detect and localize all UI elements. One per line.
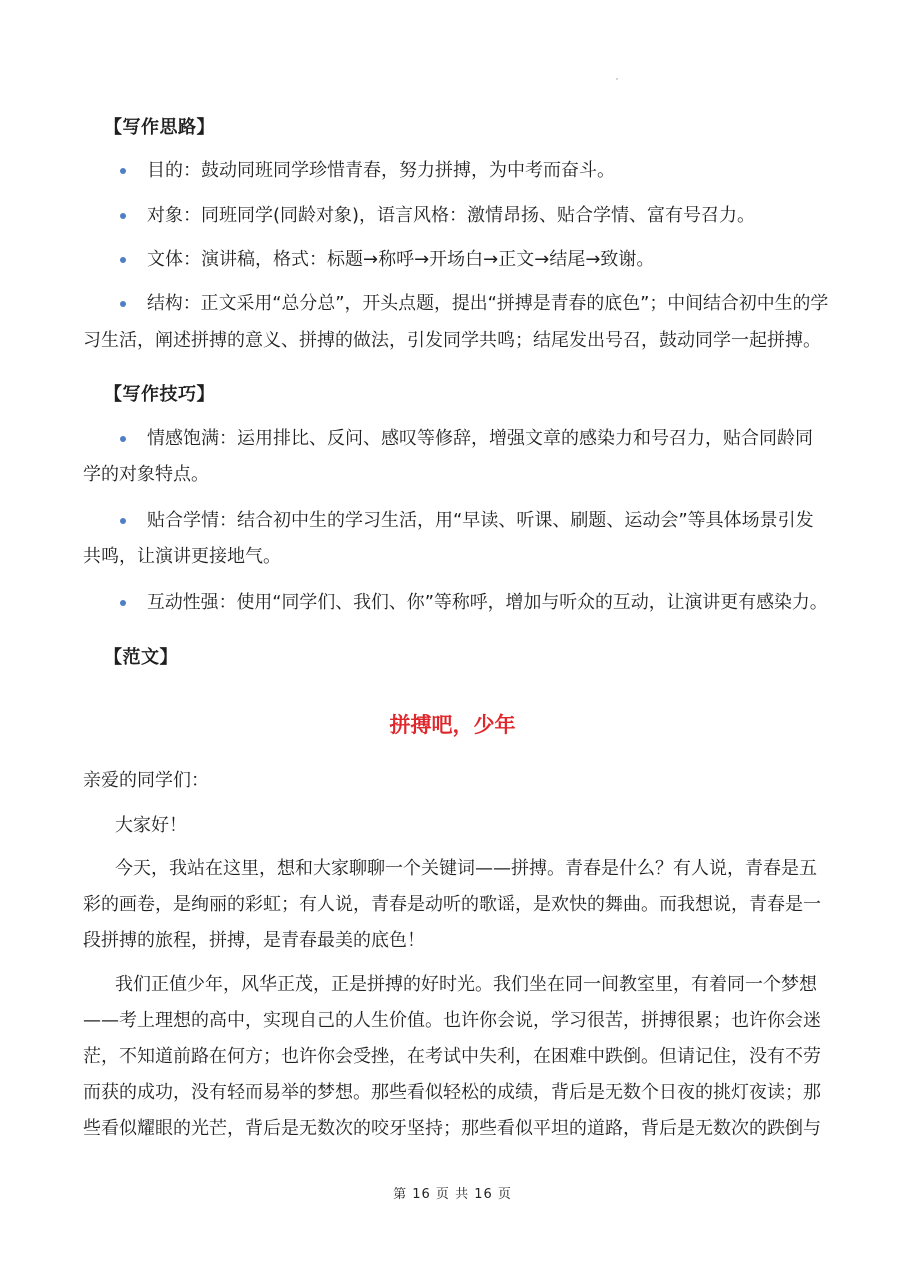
scan-dot	[616, 78, 618, 80]
thinking-item-audience: 对象：同班同学(同龄对象)，语言风格：激情昂扬、贴合学情、富有号召力。	[147, 205, 756, 226]
skills-item-context-line1: 贴合学情：结合初中生的学习生活，用“早读、听课、刷题、运动会”等具体场景引发	[147, 510, 814, 531]
bullet-icon	[120, 213, 126, 219]
skills-item-context-line2: 共鸣，让演讲更接地气。	[83, 546, 281, 567]
essay-paragraph-2-line3: 茫，不知道前路在何方；也许你会受挫，在考试中失利，在困难中跌倒。但请记住，没有不劳	[83, 1046, 821, 1067]
bullet-icon	[120, 518, 126, 524]
thinking-item-genre: 文体：演讲稿，格式：标题→称呼→开场白→正文→结尾→致谢。	[147, 249, 655, 270]
essay-paragraph-2-line1: 我们正值少年，风华正茂，正是拼搏的好时光。我们坐在同一间教室里，有着同一个梦想	[115, 974, 817, 995]
essay-title: 拼搏吧，少年	[389, 713, 516, 737]
skills-item-emotion-line1: 情感饱满：运用排比、反问、感叹等修辞，增强文章的感染力和号召力，贴合同龄同	[147, 428, 813, 449]
essay-paragraph-2-line5: 些看似耀眼的光芒，背后是无数次的咬牙坚持；那些看似平坦的道路，背后是无数次的跌倒与	[83, 1118, 821, 1139]
essay-greeting: 大家好！	[115, 815, 187, 836]
thinking-item-structure-line1: 结构：正文采用“总分总”，开头点题，提出“拼搏是青春的底色”；中间结合初中生的学	[147, 293, 829, 314]
essay-paragraph-1-line3: 段拼搏的旅程，拼搏，是青春最美的底色！	[83, 930, 425, 951]
essay-paragraph-2-line2: ——考上理想的高中，实现自己的人生价值。也许你会说，学习很苦，拼搏很累；也许你会迷	[83, 1010, 821, 1031]
page-number-footer: 第 16 页 共 16 页	[393, 1187, 512, 1202]
thinking-item-structure-line2: 习生活，阐述拼搏的意义、拼搏的做法，引发同学共鸣；结尾发出号召，鼓动同学一起拼搏。	[83, 330, 821, 351]
skills-item-interaction: 互动性强：使用“同学们、我们、你”等称呼，增加与听众的互动，让演讲更有感染力。	[147, 592, 828, 613]
essay-paragraph-2-line4: 而获的成功，没有轻而易举的梦想。那些看似轻松的成绩，背后是无数个日夜的挑灯夜读；那	[83, 1082, 821, 1103]
bullet-icon	[120, 436, 126, 442]
skills-item-emotion-line2: 学的对象特点。	[83, 464, 209, 485]
heading-writing-skills: 【写作技巧】	[104, 384, 215, 405]
bullet-icon	[120, 301, 126, 307]
bullet-icon	[120, 168, 126, 174]
essay-paragraph-1-line1: 今天，我站在这里，想和大家聊聊一个关键词——拼搏。青春是什么？有人说，青春是五	[115, 858, 817, 879]
essay-paragraph-1-line2: 彩的画卷，是绚丽的彩虹；有人说，青春是动听的歌谣，是欢快的舞曲。而我想说，青春是一	[83, 894, 821, 915]
bullet-icon	[120, 600, 126, 606]
essay-salutation: 亲爱的同学们：	[83, 770, 209, 791]
thinking-item-purpose: 目的：鼓动同班同学珍惜青春，努力拼搏，为中考而奋斗。	[147, 160, 615, 181]
heading-sample-essay: 【范文】	[104, 647, 178, 668]
heading-writing-thinking: 【写作思路】	[104, 117, 215, 138]
bullet-icon	[120, 257, 126, 263]
